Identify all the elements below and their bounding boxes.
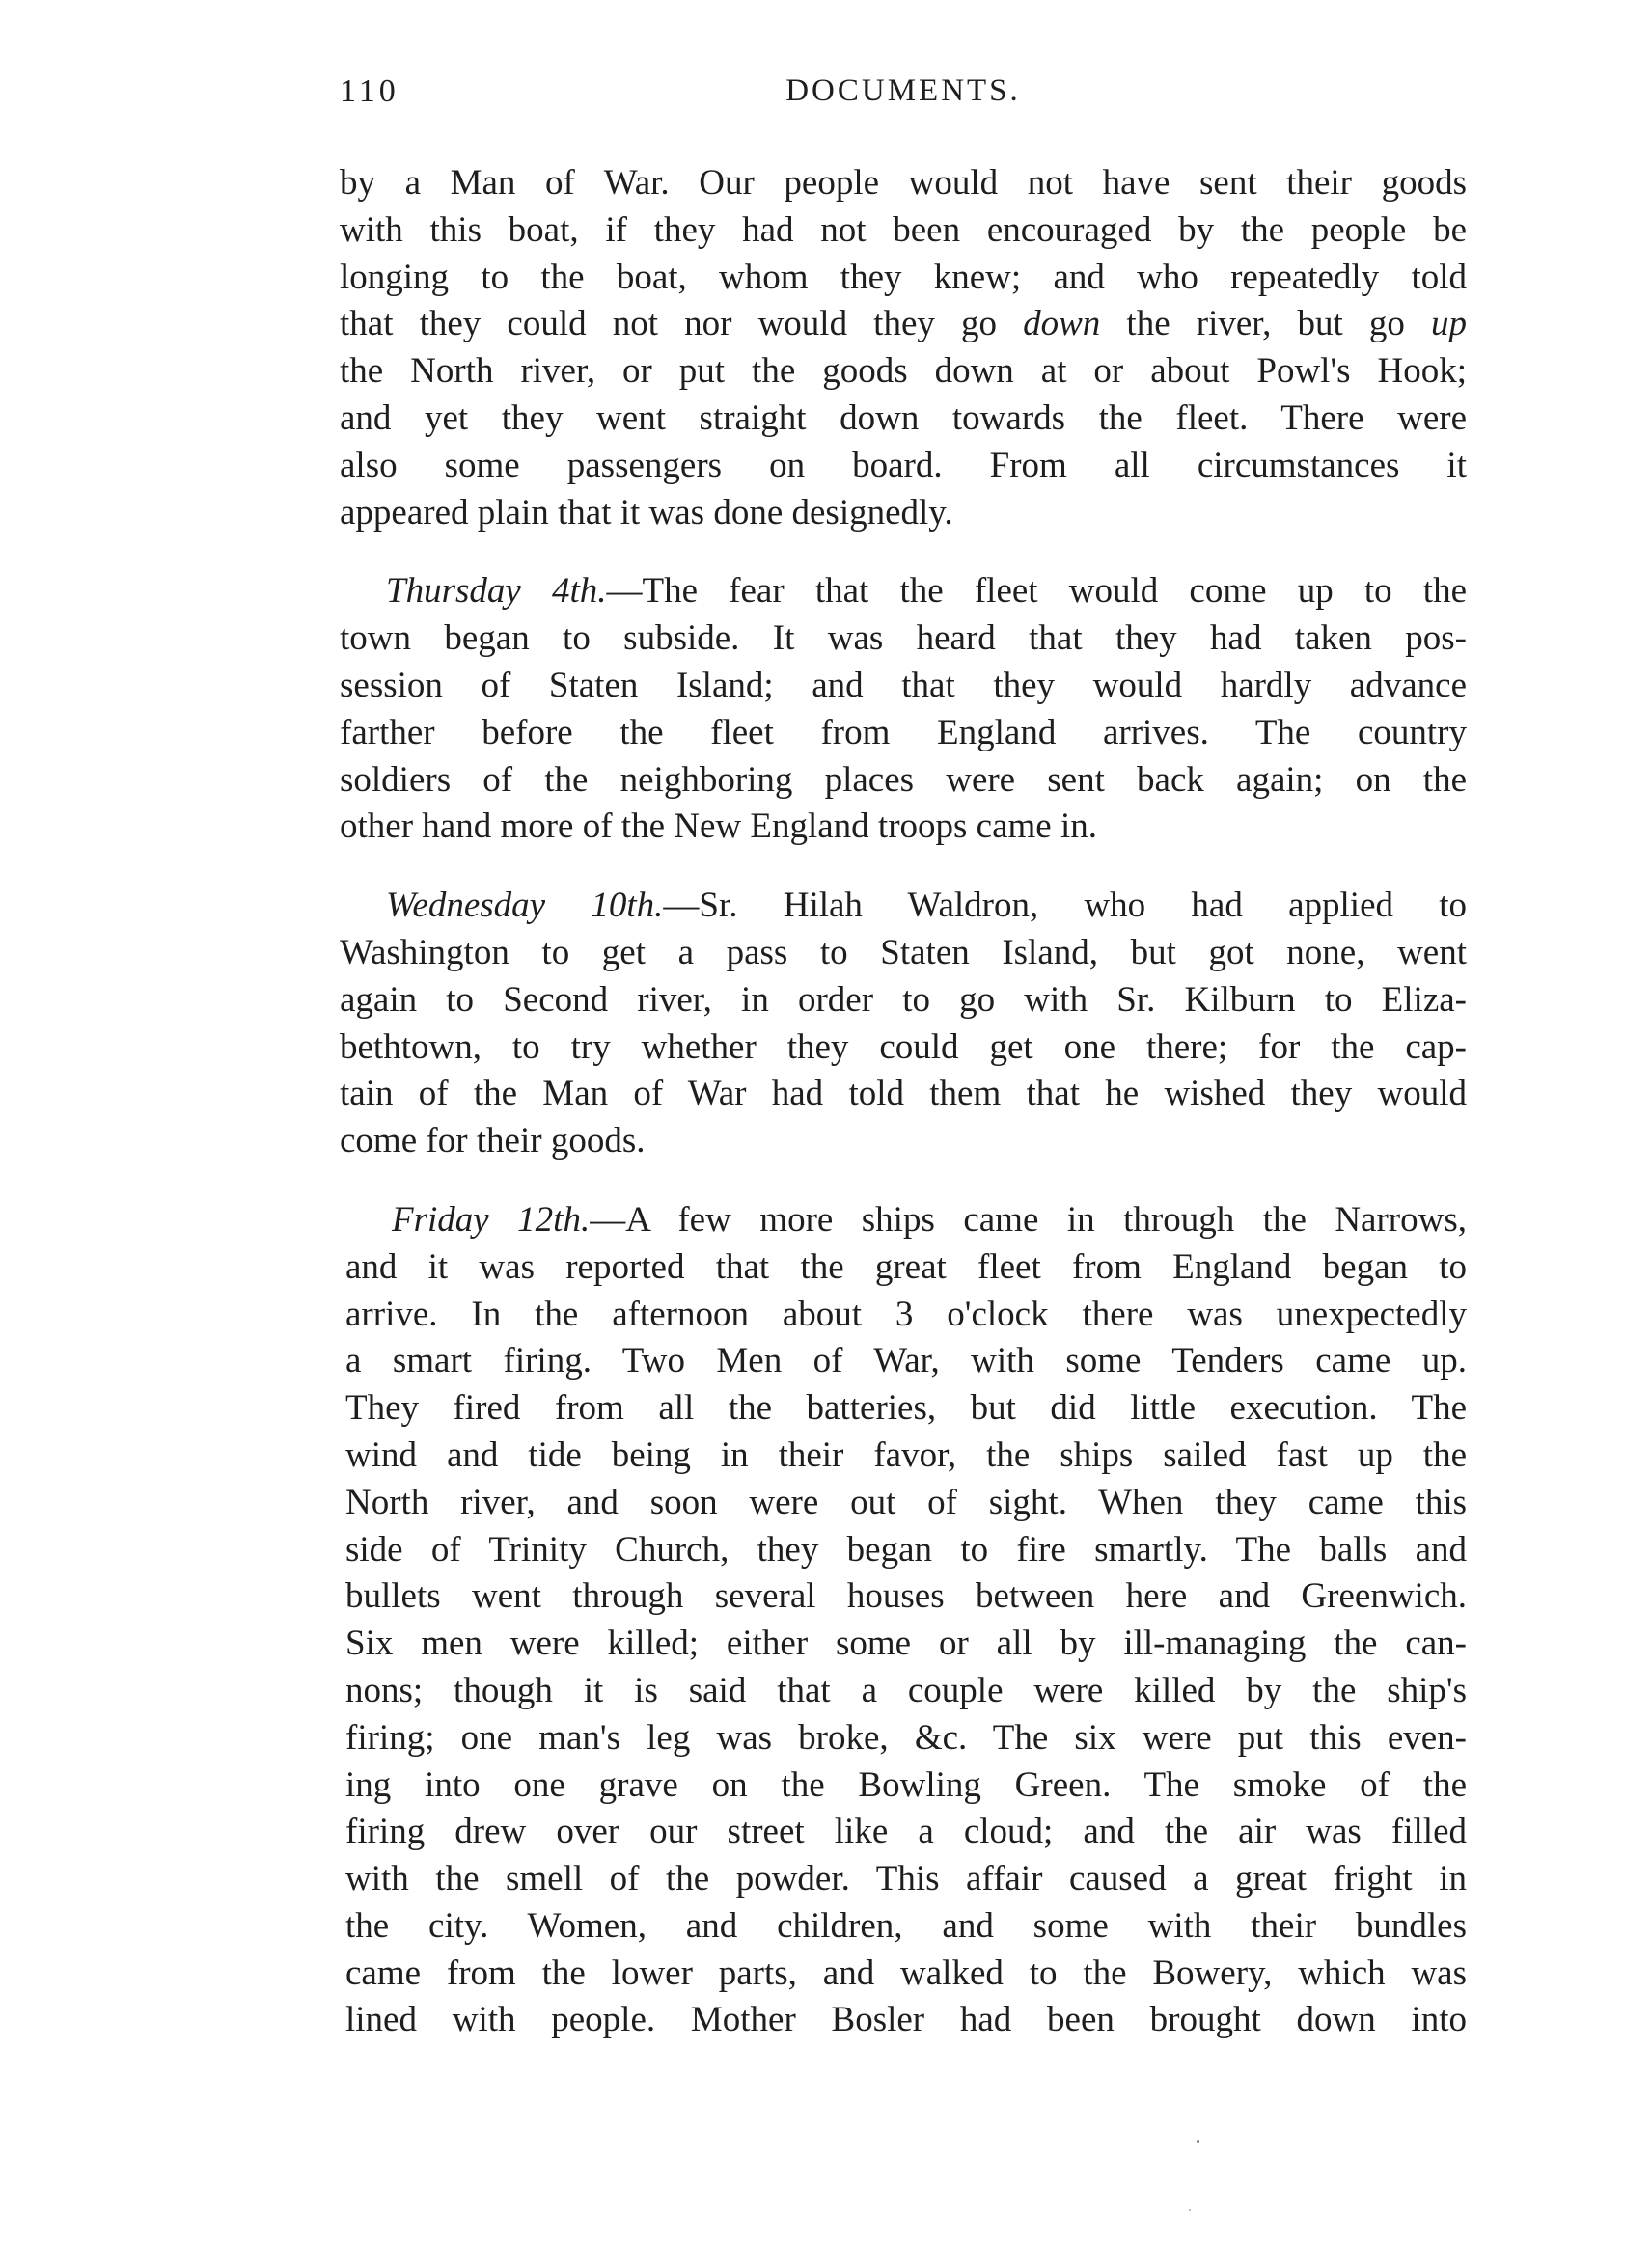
text-line: firing drew over our street like a cloud; and the air was filled: [345, 1812, 1467, 1852]
entry-first-line: [340, 883, 1467, 930]
text-line: arrive. In the afternoon about 3 o'clock there was unexpectedly: [345, 1294, 1467, 1334]
text-line: and it was reported that the great fleet from England began to: [345, 1246, 1467, 1287]
text-line: lined with people. Mother Bosler had been brought down into: [345, 2000, 1467, 2040]
scan-speck: [1189, 2209, 1191, 2211]
entry-first-line: [345, 1197, 1467, 1244]
text-line: a smart firing. Two Men of War, with some Tenders came up.: [345, 1341, 1467, 1381]
document-body: [340, 160, 1467, 2076]
diary-entry-wednesday: [340, 883, 1467, 1165]
line-segment: that they could not nor would they go: [340, 304, 1024, 344]
text-line: appeared plain that it was done designedly.: [340, 492, 953, 533]
page-number: 110: [340, 73, 399, 109]
line-segment: —A few more ships came in through the Narrows,: [590, 1199, 1467, 1240]
text-line: [340, 301, 1467, 348]
italic-word: up: [1431, 304, 1467, 344]
text-line: tain of the Man of War had told them that he wished they would: [340, 1074, 1467, 1114]
text-line: side of Trinity Church, they began to fire smartly. The balls and: [345, 1529, 1467, 1570]
text-line: also some passengers on board. From all circumstances it: [340, 445, 1467, 485]
text-line: with the smell of the powder. This affair caused a great fright in: [345, 1859, 1467, 1899]
text-line: bethtown, to try whether they could get one there; for the cap-: [340, 1026, 1467, 1067]
text-line: ing into one grave on the Bowling Green. The smoke of the: [345, 1764, 1467, 1805]
text-line: come for their goods.: [340, 1121, 646, 1161]
entry-first-line: [340, 568, 1467, 615]
text-line: came from the lower parts, and walked to the Bowery, which was: [345, 1953, 1467, 1993]
entry-date: Friday 12th.: [392, 1199, 591, 1240]
scan-speck: [1197, 2140, 1199, 2143]
line-segment: —The fear that the fleet would come up to the: [606, 571, 1467, 612]
text-line: firing; one man's leg was broke, &c. The six were put this even-: [345, 1717, 1467, 1758]
text-line: North river, and soon were out of sight. When they came this: [345, 1482, 1467, 1522]
text-line: by a Man of War. Our people would not have sent their goods: [340, 163, 1467, 203]
text-line: with this boat, if they had not been encouraged by the people be: [340, 209, 1467, 250]
text-line: other hand more of the New England troops came in.: [340, 806, 1097, 847]
text-line: the city. Women, and children, and some with their bundles: [345, 1905, 1467, 1946]
paragraph-continuation: [340, 160, 1467, 536]
text-line: soldiers of the neighboring places were sent back again; on the: [340, 759, 1467, 800]
text-line: session of Staten Island; and that they would hardly advance: [340, 665, 1467, 705]
text-line: farther before the fleet from England arrives. The country: [340, 712, 1467, 752]
diary-entry-friday: [340, 1197, 1467, 2044]
page-header: [340, 73, 1467, 122]
text-line: again to Second river, in order to go with Sr. Kilburn to Eliza-: [340, 979, 1467, 1020]
diary-entry-thursday: [340, 568, 1467, 851]
line-segment: the river, but go: [1100, 304, 1431, 344]
text-line: town began to subside. It was heard that they had taken pos-: [340, 618, 1467, 659]
running-head: DOCUMENTS.: [785, 73, 1021, 108]
text-line: bullets went through several houses between here and Greenwich.: [345, 1576, 1467, 1617]
italic-word: down: [1023, 304, 1101, 344]
text-line: wind and tide being in their favor, the ships sailed fast up the: [345, 1435, 1467, 1475]
entry-date: Wednesday 10th.: [386, 886, 664, 926]
text-line: nons; though it is said that a couple were killed by the ship's: [345, 1670, 1467, 1710]
entry-date: Thursday 4th.: [386, 571, 607, 612]
text-line: the North river, or put the goods down at or about Powl's Hook;: [340, 351, 1467, 392]
text-line: They fired from all the batteries, but did little execution. The: [345, 1388, 1467, 1429]
text-line: Washington to get a pass to Staten Island, but got none, went: [340, 932, 1467, 972]
text-line: longing to the boat, whom they knew; and who repeatedly told: [340, 257, 1467, 297]
line-segment: —Sr. Hilah Waldron, who had applied to: [663, 886, 1467, 926]
text-line: Six men were killed; either some or all by ill-managing the can-: [345, 1624, 1467, 1664]
text-line: and yet they went straight down towards the fleet. There were: [340, 397, 1467, 438]
